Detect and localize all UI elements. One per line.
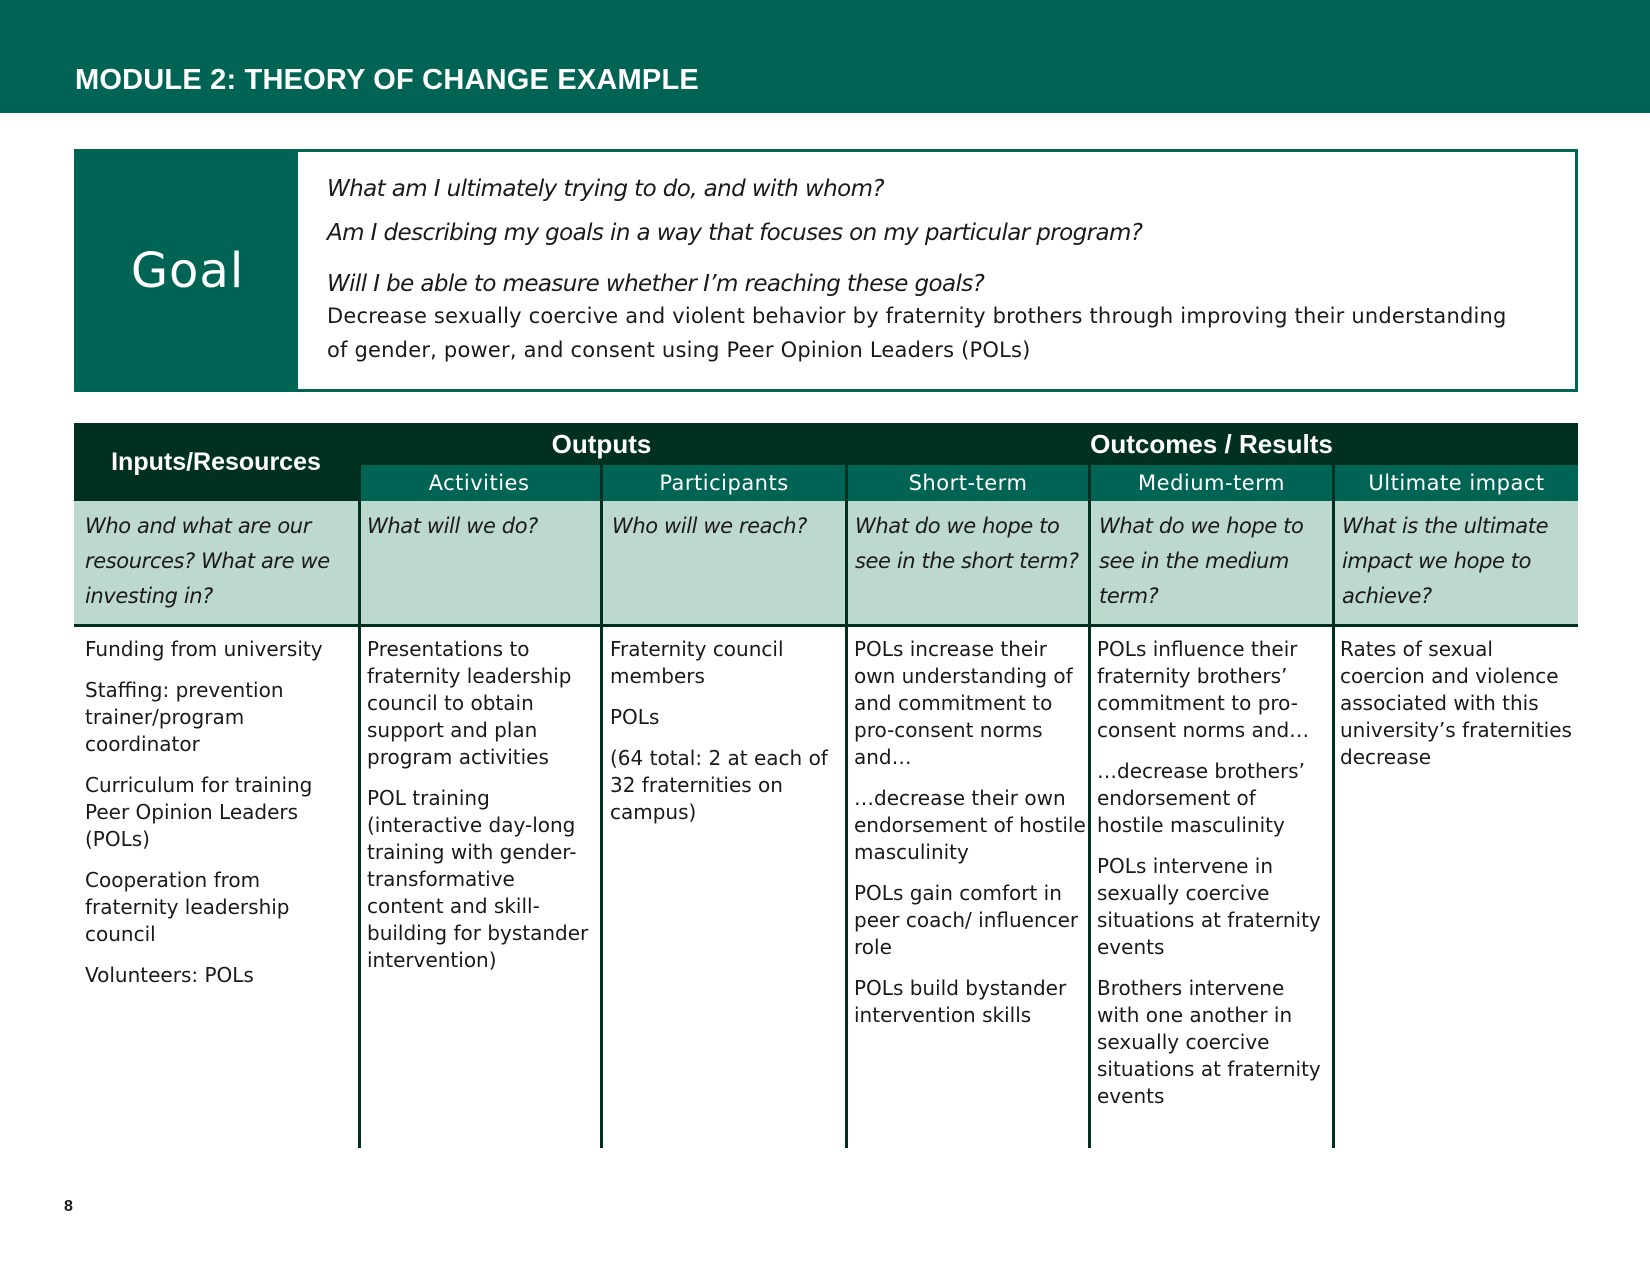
row-divider [74, 624, 1578, 627]
column-divider [600, 465, 603, 1148]
goal-box [74, 149, 1578, 392]
medium-term-question: What do we hope to see in the medium term? [1099, 514, 1304, 608]
participants-question: Who will we reach? [612, 514, 807, 538]
ultimate-impact-header [1335, 465, 1578, 501]
column-divider [1332, 465, 1335, 1148]
inputs-header-label: Inputs/Resources [111, 447, 321, 476]
short-term-item: POLs build bystander intervention skills [854, 976, 1067, 1027]
outcomes-header-label: Outcomes / Results [1090, 428, 1333, 459]
short-term-header [848, 465, 1088, 501]
activities-header [358, 465, 600, 501]
short-term-item: POLs gain comfort in peer coach/ influencer role [854, 881, 1079, 959]
participants-content [610, 636, 840, 840]
column-divider [1088, 465, 1091, 1148]
activities-content [367, 636, 597, 988]
outputs-header [358, 423, 845, 465]
inputs-question: Who and what are our resources? What are we investing in? [85, 514, 330, 608]
participants-item: POLs [610, 705, 660, 729]
goal-statement: Decrease sexually coercive and violent behavior by fraternity brothers through improving their understanding of gender, power, and consent using Peer Opinion Leaders (POLs) [327, 304, 1507, 362]
page-number: 8 [64, 1198, 73, 1215]
medium-term-header-label: Medium-term [1138, 471, 1285, 495]
medium-term-item: POLs influence their fraternity brothers’ commitment to pro-consent norms and… [1097, 637, 1310, 742]
activities-item: Presentations to fraternity leadership council to obtain support and plan program activities [367, 637, 572, 769]
goal-label: Goal [130, 242, 245, 299]
medium-term-item: Brothers intervene with one another in sexually coercive situations at fraternity events [1097, 976, 1321, 1108]
inputs-item: Curriculum for training Peer Opinion Leaders (POLs) [85, 773, 313, 851]
short-term-content [854, 636, 1086, 1043]
ultimate-impact-content [1340, 636, 1574, 785]
participants-header [603, 465, 845, 501]
medium-term-content [1097, 636, 1327, 1124]
goal-question: What am I ultimately trying to do, and with whom? [327, 176, 885, 202]
ultimate-impact-question: What is the ultimate impact we hope to achieve? [1342, 514, 1549, 608]
medium-term-header [1091, 465, 1332, 501]
column-divider [358, 423, 361, 1148]
goal-question: Will I be able to measure whether I’m reaching these goals? [327, 271, 985, 297]
outcomes-header [845, 423, 1578, 465]
participants-header-label: Participants [659, 471, 789, 495]
goal-question: Am I describing my goals in a way that focuses on my particular program? [327, 220, 1143, 246]
medium-term-item: POLs intervene in sexually coercive situations at fraternity events [1097, 854, 1321, 959]
medium-term-item: …decrease brothers’ endorsement of hostile masculinity [1097, 759, 1305, 837]
short-term-question: What do we hope to see in the short term? [855, 514, 1079, 573]
participants-item: (64 total: 2 at each of 32 fraternities on campus) [610, 746, 828, 824]
participants-item: Fraternity council members [610, 637, 784, 688]
activities-question: What will we do? [367, 514, 538, 538]
goal-label-panel [77, 152, 298, 389]
inputs-content [85, 636, 347, 1003]
inputs-item: Cooperation from fraternity leadership council [85, 868, 290, 946]
column-divider [845, 423, 848, 1148]
outputs-header-label: Outputs [551, 428, 652, 459]
ultimate-impact-header-label: Ultimate impact [1368, 471, 1545, 495]
activities-item: POL training (interactive day-long training with gender-transformative content and skill-building for bystander intervention) [367, 786, 589, 972]
short-term-item: POLs increase their own understanding of and commitment to pro-consent norms and… [854, 637, 1073, 769]
inputs-item: Volunteers: POLs [85, 963, 254, 987]
module-title: MODULE 2: THEORY OF CHANGE EXAMPLE [75, 64, 699, 96]
ultimate-impact-item: Rates of sexual coercion and violence associated with this university’s fraternities decrease [1340, 637, 1572, 769]
header-banner [0, 0, 1650, 113]
short-term-item: …decrease their own endorsement of hostile masculinity [854, 786, 1086, 864]
inputs-header [74, 423, 358, 501]
inputs-item: Staffing: prevention trainer/program coordinator [85, 678, 284, 756]
inputs-item: Funding from university [85, 637, 323, 661]
guiding-questions-row [74, 501, 1578, 624]
activities-header-label: Activities [428, 471, 530, 495]
short-term-header-label: Short-term [908, 471, 1028, 495]
